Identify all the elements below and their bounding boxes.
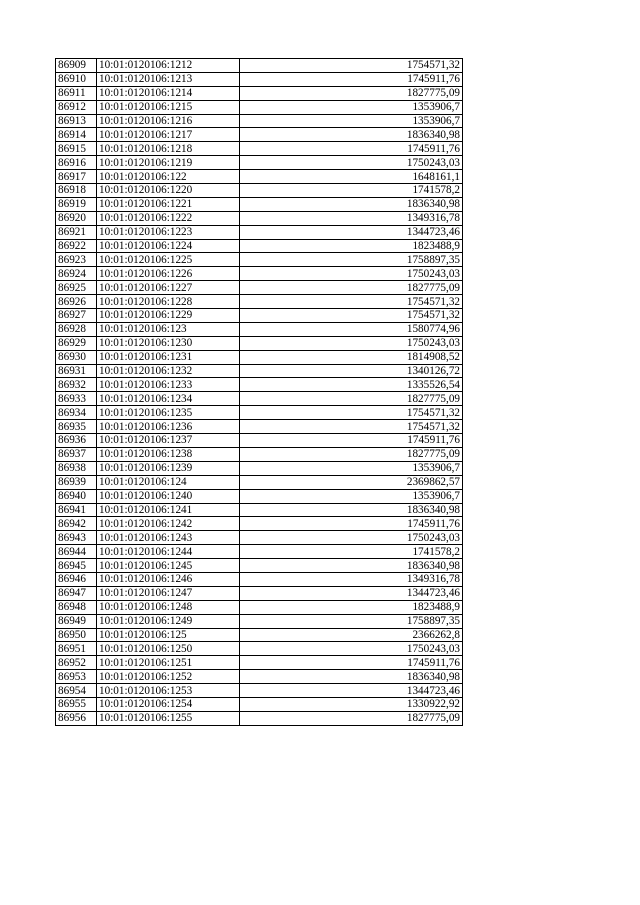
row-number-cell: 86952 bbox=[56, 656, 97, 670]
cadastral-number-cell: 10:01:0120106:1250 bbox=[97, 642, 240, 656]
row-number-cell: 86923 bbox=[56, 253, 97, 267]
value-cell: 1741578,2 bbox=[240, 545, 463, 559]
cadastral-number-cell: 10:01:0120106:1240 bbox=[97, 489, 240, 503]
table-row bbox=[56, 489, 463, 503]
cadastral-number-cell: 10:01:0120106:1235 bbox=[97, 406, 240, 420]
row-number-cell: 86955 bbox=[56, 697, 97, 711]
cadastral-number-cell: 10:01:0120106:1222 bbox=[97, 211, 240, 225]
value-cell: 1827775,09 bbox=[240, 711, 463, 725]
cadastral-number-cell: 10:01:0120106:1252 bbox=[97, 670, 240, 684]
table-row bbox=[56, 267, 463, 281]
row-number-cell: 86950 bbox=[56, 628, 97, 642]
cadastral-number-cell: 10:01:0120106:1212 bbox=[97, 59, 240, 73]
value-cell: 1836340,98 bbox=[240, 559, 463, 573]
row-number-cell: 86936 bbox=[56, 434, 97, 448]
cadastral-number-cell: 10:01:0120106:1225 bbox=[97, 253, 240, 267]
table-row bbox=[56, 142, 463, 156]
value-cell: 1758897,35 bbox=[240, 614, 463, 628]
value-cell: 2369862,57 bbox=[240, 475, 463, 489]
cadastral-number-cell: 10:01:0120106:1251 bbox=[97, 656, 240, 670]
cadastral-number-cell: 10:01:0120106:1216 bbox=[97, 114, 240, 128]
row-number-cell: 86933 bbox=[56, 392, 97, 406]
table-row bbox=[56, 475, 463, 489]
row-number-cell: 86947 bbox=[56, 586, 97, 600]
row-number-cell: 86937 bbox=[56, 447, 97, 461]
cadastral-number-cell: 10:01:0120106:1247 bbox=[97, 586, 240, 600]
table-row bbox=[56, 572, 463, 586]
table-row bbox=[56, 100, 463, 114]
cadastral-number-cell: 10:01:0120106:1218 bbox=[97, 142, 240, 156]
row-number-cell: 86913 bbox=[56, 114, 97, 128]
row-number-cell: 86919 bbox=[56, 197, 97, 211]
table-row bbox=[56, 531, 463, 545]
row-number-cell: 86914 bbox=[56, 128, 97, 142]
value-cell: 1754571,32 bbox=[240, 295, 463, 309]
cadastral-number-cell: 10:01:0120106:1242 bbox=[97, 517, 240, 531]
cadastral-number-cell: 10:01:0120106:1220 bbox=[97, 184, 240, 198]
cadastral-number-cell: 10:01:0120106:1248 bbox=[97, 600, 240, 614]
value-cell: 1823488,9 bbox=[240, 239, 463, 253]
value-cell: 1741578,2 bbox=[240, 184, 463, 198]
cadastral-number-cell: 10:01:0120106:1228 bbox=[97, 295, 240, 309]
value-cell: 1353906,7 bbox=[240, 489, 463, 503]
cadastral-number-cell: 10:01:0120106:1232 bbox=[97, 364, 240, 378]
row-number-cell: 86928 bbox=[56, 322, 97, 336]
value-cell: 1836340,98 bbox=[240, 503, 463, 517]
value-cell: 1353906,7 bbox=[240, 100, 463, 114]
cadastral-number-cell: 10:01:0120106:1246 bbox=[97, 572, 240, 586]
cadastral-number-cell: 10:01:0120106:1217 bbox=[97, 128, 240, 142]
row-number-cell: 86953 bbox=[56, 670, 97, 684]
row-number-cell: 86954 bbox=[56, 684, 97, 698]
cadastral-number-cell: 10:01:0120106:1237 bbox=[97, 434, 240, 448]
table-row bbox=[56, 461, 463, 475]
table-row bbox=[56, 239, 463, 253]
table-row bbox=[56, 59, 463, 73]
cadastral-number-cell: 10:01:0120106:1227 bbox=[97, 281, 240, 295]
table-row bbox=[56, 378, 463, 392]
table-row bbox=[56, 711, 463, 725]
row-number-cell: 86911 bbox=[56, 86, 97, 100]
table-row bbox=[56, 350, 463, 364]
row-number-cell: 86943 bbox=[56, 531, 97, 545]
row-number-cell: 86940 bbox=[56, 489, 97, 503]
table-row bbox=[56, 586, 463, 600]
row-number-cell: 86925 bbox=[56, 281, 97, 295]
table-row bbox=[56, 684, 463, 698]
table-row bbox=[56, 253, 463, 267]
cadastral-number-cell: 10:01:0120106:1213 bbox=[97, 72, 240, 86]
table-row bbox=[56, 559, 463, 573]
value-cell: 1827775,09 bbox=[240, 281, 463, 295]
table-row bbox=[56, 281, 463, 295]
row-number-cell: 86930 bbox=[56, 350, 97, 364]
cadastral-number-cell: 10:01:0120106:1238 bbox=[97, 447, 240, 461]
cadastral-number-cell: 10:01:0120106:125 bbox=[97, 628, 240, 642]
value-cell: 1750243,03 bbox=[240, 267, 463, 281]
row-number-cell: 86934 bbox=[56, 406, 97, 420]
row-number-cell: 86932 bbox=[56, 378, 97, 392]
row-number-cell: 86916 bbox=[56, 156, 97, 170]
cadastral-number-cell: 10:01:0120106:1234 bbox=[97, 392, 240, 406]
table-row bbox=[56, 86, 463, 100]
value-cell: 1745911,76 bbox=[240, 142, 463, 156]
data-table bbox=[55, 58, 463, 726]
cadastral-number-cell: 10:01:0120106:1255 bbox=[97, 711, 240, 725]
value-cell: 1823488,9 bbox=[240, 600, 463, 614]
table-row bbox=[56, 128, 463, 142]
table-row bbox=[56, 406, 463, 420]
value-cell: 1814908,52 bbox=[240, 350, 463, 364]
value-cell: 1758897,35 bbox=[240, 253, 463, 267]
row-number-cell: 86956 bbox=[56, 711, 97, 725]
cadastral-number-cell: 10:01:0120106:1236 bbox=[97, 420, 240, 434]
cadastral-number-cell: 10:01:0120106:1245 bbox=[97, 559, 240, 573]
cadastral-number-cell: 10:01:0120106:1231 bbox=[97, 350, 240, 364]
value-cell: 1750243,03 bbox=[240, 642, 463, 656]
value-cell: 1580774,96 bbox=[240, 322, 463, 336]
table-row bbox=[56, 434, 463, 448]
table-body bbox=[56, 59, 463, 726]
row-number-cell: 86939 bbox=[56, 475, 97, 489]
cadastral-number-cell: 10:01:0120106:1223 bbox=[97, 225, 240, 239]
cadastral-number-cell: 10:01:0120106:122 bbox=[97, 170, 240, 184]
value-cell: 1344723,46 bbox=[240, 684, 463, 698]
row-number-cell: 86921 bbox=[56, 225, 97, 239]
row-number-cell: 86924 bbox=[56, 267, 97, 281]
cadastral-number-cell: 10:01:0120106:1226 bbox=[97, 267, 240, 281]
row-number-cell: 86946 bbox=[56, 572, 97, 586]
table-row bbox=[56, 156, 463, 170]
row-number-cell: 86927 bbox=[56, 309, 97, 323]
row-number-cell: 86909 bbox=[56, 59, 97, 73]
value-cell: 1750243,03 bbox=[240, 336, 463, 350]
value-cell: 1344723,46 bbox=[240, 225, 463, 239]
value-cell: 1754571,32 bbox=[240, 420, 463, 434]
value-cell: 1349316,78 bbox=[240, 572, 463, 586]
value-cell: 1353906,7 bbox=[240, 461, 463, 475]
row-number-cell: 86922 bbox=[56, 239, 97, 253]
row-number-cell: 86926 bbox=[56, 295, 97, 309]
value-cell: 1754571,32 bbox=[240, 406, 463, 420]
row-number-cell: 86944 bbox=[56, 545, 97, 559]
cadastral-number-cell: 10:01:0120106:1221 bbox=[97, 197, 240, 211]
table-row bbox=[56, 670, 463, 684]
value-cell: 1330922,92 bbox=[240, 697, 463, 711]
row-number-cell: 86941 bbox=[56, 503, 97, 517]
value-cell: 1836340,98 bbox=[240, 197, 463, 211]
table-row bbox=[56, 420, 463, 434]
value-cell: 1344723,46 bbox=[240, 586, 463, 600]
table-row bbox=[56, 225, 463, 239]
row-number-cell: 86917 bbox=[56, 170, 97, 184]
cadastral-number-cell: 10:01:0120106:1229 bbox=[97, 309, 240, 323]
value-cell: 1335526,54 bbox=[240, 378, 463, 392]
table-row bbox=[56, 614, 463, 628]
row-number-cell: 86918 bbox=[56, 184, 97, 198]
row-number-cell: 86948 bbox=[56, 600, 97, 614]
row-number-cell: 86951 bbox=[56, 642, 97, 656]
row-number-cell: 86931 bbox=[56, 364, 97, 378]
table-row bbox=[56, 184, 463, 198]
cadastral-number-cell: 10:01:0120106:1224 bbox=[97, 239, 240, 253]
row-number-cell: 86935 bbox=[56, 420, 97, 434]
table-row bbox=[56, 656, 463, 670]
cadastral-number-cell: 10:01:0120106:1214 bbox=[97, 86, 240, 100]
table-row bbox=[56, 628, 463, 642]
cadastral-number-cell: 10:01:0120106:1239 bbox=[97, 461, 240, 475]
cadastral-number-cell: 10:01:0120106:1241 bbox=[97, 503, 240, 517]
cadastral-number-cell: 10:01:0120106:1243 bbox=[97, 531, 240, 545]
table-row bbox=[56, 447, 463, 461]
table-row bbox=[56, 309, 463, 323]
table-row bbox=[56, 697, 463, 711]
value-cell: 1745911,76 bbox=[240, 72, 463, 86]
row-number-cell: 86938 bbox=[56, 461, 97, 475]
cadastral-number-cell: 10:01:0120106:1249 bbox=[97, 614, 240, 628]
cadastral-number-cell: 10:01:0120106:1253 bbox=[97, 684, 240, 698]
cadastral-number-cell: 10:01:0120106:1244 bbox=[97, 545, 240, 559]
value-cell: 1836340,98 bbox=[240, 128, 463, 142]
table-row bbox=[56, 336, 463, 350]
cadastral-number-cell: 10:01:0120106:1215 bbox=[97, 100, 240, 114]
table-row bbox=[56, 211, 463, 225]
table-row bbox=[56, 642, 463, 656]
table-row bbox=[56, 545, 463, 559]
value-cell: 2366262,8 bbox=[240, 628, 463, 642]
row-number-cell: 86920 bbox=[56, 211, 97, 225]
table-row bbox=[56, 72, 463, 86]
table-row bbox=[56, 114, 463, 128]
value-cell: 1745911,76 bbox=[240, 656, 463, 670]
value-cell: 1353906,7 bbox=[240, 114, 463, 128]
row-number-cell: 86949 bbox=[56, 614, 97, 628]
value-cell: 1745911,76 bbox=[240, 434, 463, 448]
value-cell: 1836340,98 bbox=[240, 670, 463, 684]
table-row bbox=[56, 295, 463, 309]
cadastral-number-cell: 10:01:0120106:124 bbox=[97, 475, 240, 489]
cadastral-number-cell: 10:01:0120106:1233 bbox=[97, 378, 240, 392]
cadastral-number-cell: 10:01:0120106:1230 bbox=[97, 336, 240, 350]
cadastral-number-cell: 10:01:0120106:123 bbox=[97, 322, 240, 336]
value-cell: 1750243,03 bbox=[240, 531, 463, 545]
table-row bbox=[56, 600, 463, 614]
value-cell: 1827775,09 bbox=[240, 392, 463, 406]
row-number-cell: 86910 bbox=[56, 72, 97, 86]
table-row bbox=[56, 392, 463, 406]
cadastral-number-cell: 10:01:0120106:1254 bbox=[97, 697, 240, 711]
table-row bbox=[56, 197, 463, 211]
value-cell: 1340126,72 bbox=[240, 364, 463, 378]
value-cell: 1745911,76 bbox=[240, 517, 463, 531]
value-cell: 1754571,32 bbox=[240, 309, 463, 323]
value-cell: 1750243,03 bbox=[240, 156, 463, 170]
row-number-cell: 86942 bbox=[56, 517, 97, 531]
table-row bbox=[56, 322, 463, 336]
row-number-cell: 86945 bbox=[56, 559, 97, 573]
value-cell: 1827775,09 bbox=[240, 86, 463, 100]
cadastral-number-cell: 10:01:0120106:1219 bbox=[97, 156, 240, 170]
table-row bbox=[56, 170, 463, 184]
table-row bbox=[56, 503, 463, 517]
row-number-cell: 86929 bbox=[56, 336, 97, 350]
value-cell: 1349316,78 bbox=[240, 211, 463, 225]
value-cell: 1754571,32 bbox=[240, 59, 463, 73]
row-number-cell: 86912 bbox=[56, 100, 97, 114]
table-row bbox=[56, 364, 463, 378]
value-cell: 1827775,09 bbox=[240, 447, 463, 461]
row-number-cell: 86915 bbox=[56, 142, 97, 156]
table-row bbox=[56, 517, 463, 531]
value-cell: 1648161,1 bbox=[240, 170, 463, 184]
